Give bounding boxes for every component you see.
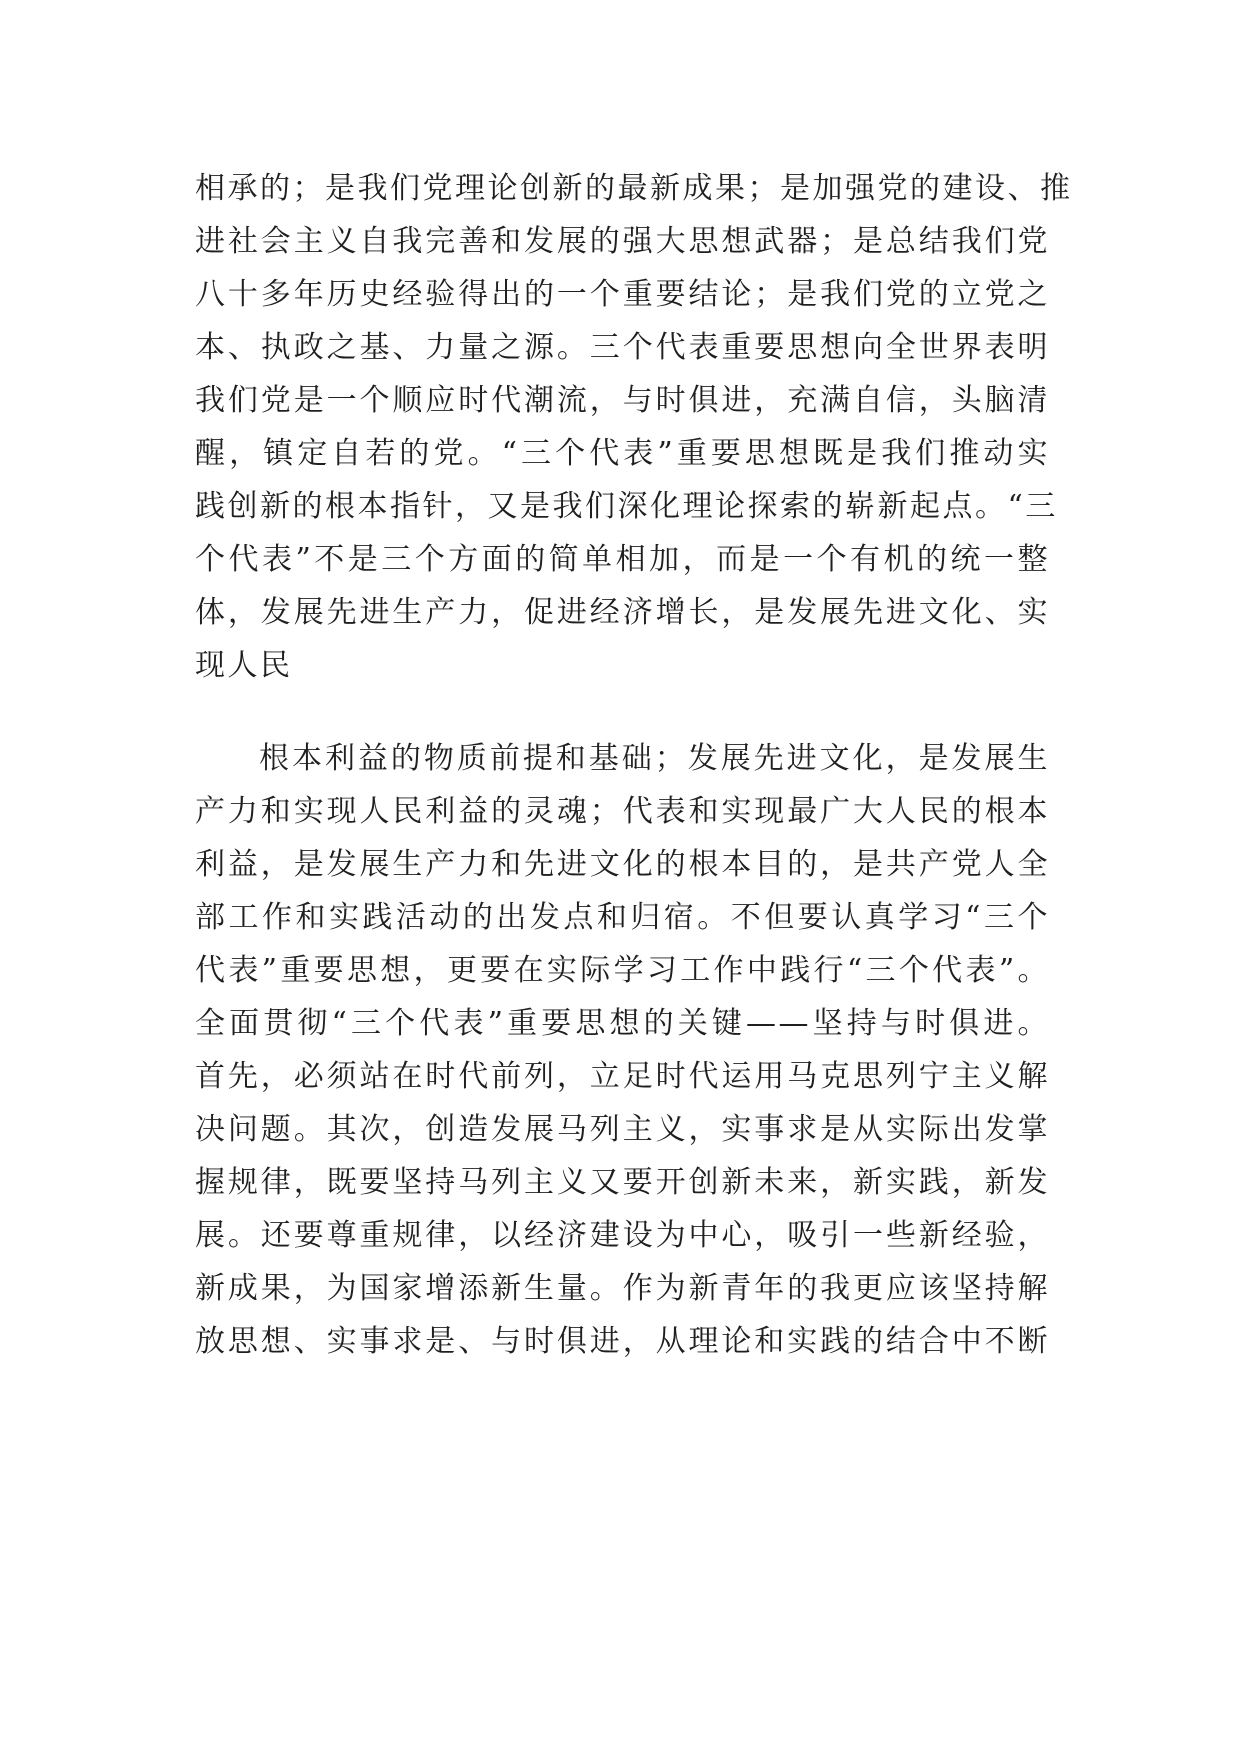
paragraph-line: 握规律，既要坚持马列主义又要开创新未来，新实践，新发	[195, 1165, 1050, 1200]
paragraph-1	[195, 162, 1073, 692]
paragraph-line: 践创新的根本指针，又是我们深化理论探索的崭新起点。“三	[195, 489, 1058, 524]
paragraph-line: 醒，镇定自若的党。“三个代表”重要思想既是我们推动实	[195, 436, 1050, 471]
paragraph-line: 首先，必须站在时代前列，立足时代运用马克思列宁主义解	[195, 1059, 1050, 1094]
paragraph-line: 进社会主义自我完善和发展的强大思想武器；是总结我们党	[195, 224, 1050, 259]
paragraph-line: 相承的；是我们党理论创新的最新成果；是加强党的建设、推	[195, 171, 1073, 206]
paragraph-line: 全面贯彻“三个代表”重要思想的关键——坚持与时俱进。	[195, 1006, 1050, 1041]
paragraph-line: 部工作和实践活动的出发点和归宿。不但要认真学习“三个	[195, 900, 1050, 935]
paragraph-line: 新成果，为国家增添新生量。作为新青年的我更应该坚持解	[195, 1271, 1050, 1306]
paragraph-line: 个代表”不是三个方面的简单相加，而是一个有机的统一整	[195, 542, 1050, 577]
paragraph-line: 现人民	[195, 648, 293, 683]
paragraph-line: 根本利益的物质前提和基础；发展先进文化，是发展生	[259, 741, 1050, 776]
paragraph-line: 展。还要尊重规律，以经济建设为中心，吸引一些新经验，	[195, 1218, 1050, 1253]
paragraph-line: 代表”重要思想，更要在实际学习工作中践行“三个代表”。	[195, 953, 1050, 988]
paragraph-line: 产力和实现人民利益的灵魂；代表和实现最广大人民的根本	[195, 794, 1050, 829]
paragraph-line: 决问题。其次，创造发展马列主义，实事求是从实际出发掌	[195, 1112, 1050, 1147]
paragraph-line: 八十多年历史经验得出的一个重要结论；是我们党的立党之	[195, 277, 1050, 312]
paragraph-line: 利益，是发展生产力和先进文化的根本目的，是共产党人全	[195, 847, 1050, 882]
paragraph-2	[195, 732, 1050, 1368]
paragraph-line: 体，发展先进生产力，促进经济增长，是发展先进文化、实	[195, 595, 1050, 630]
paragraph-line: 我们党是一个顺应时代潮流，与时俱进，充满自信，头脑清	[195, 383, 1050, 418]
paragraph-line: 本、执政之基、力量之源。三个代表重要思想向全世界表明	[195, 330, 1050, 365]
paragraph-line: 放思想、实事求是、与时俱进，从理论和实践的结合中不断	[195, 1324, 1050, 1359]
